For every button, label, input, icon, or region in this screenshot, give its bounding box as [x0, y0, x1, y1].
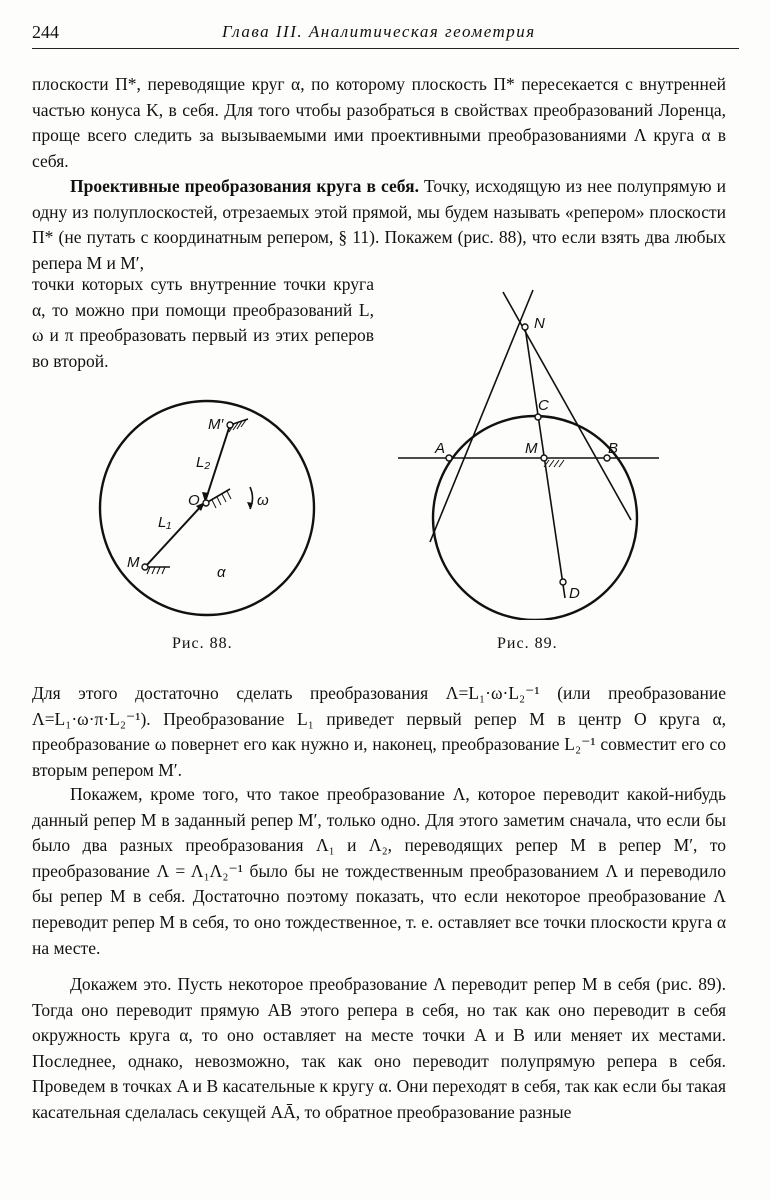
hatch-mark: [559, 460, 564, 467]
hatch-mark: [222, 494, 226, 502]
point-m: [142, 564, 148, 570]
hatch-mark: [554, 460, 559, 467]
point-d: [560, 579, 566, 585]
paragraph-4: Покажем, кроме того, что такое преобразование Λ, которое переводит какой-нибудь данный репер M в заданный репер M′, только одно. Для этого заметим сначала, что если бы было два разных преобразования Λ₁ и Λ₂, переводящих репер M в репер M′, то преобразование Λ = Λ₁Λ₂⁻¹ было бы не тождественным преобразованием Λ и переводило бы репер M в себя. Достаточно поэтому показать, что если некоторое преобразование Λ переводит репер M в себя, то оно тождественное, т. е. оставляет все точки плоскости круга α на месте.: [32, 784, 726, 958]
label-o: O: [188, 492, 200, 509]
figure-89-caption: Рис. 89.: [497, 635, 558, 652]
running-title: Глава III. Аналитическая геометрия: [222, 22, 536, 41]
label-l2: L₂: [196, 454, 211, 471]
paragraph-2: [32, 174, 726, 276]
vector-l1: [145, 503, 204, 567]
point-a: [446, 455, 452, 461]
label-a: A: [435, 440, 446, 457]
hatch-mark: [157, 567, 160, 574]
figure-88-caption: Рис. 88.: [172, 635, 233, 652]
point-o: [203, 500, 209, 506]
point-m: [541, 455, 547, 461]
label-b: B: [608, 440, 619, 457]
page-header: [32, 22, 739, 48]
label-omega: ω: [257, 492, 269, 509]
label-d: D: [569, 585, 580, 602]
label-m: M: [525, 440, 538, 457]
paragraph-1: плоскости П*, переводящие круг α, по которому плоскость П* пересекается с внутренней частью конуса K, в себя. Для того чтобы разобраться в свойствах преобразований Лоренца, проще всего следить за вызываемыми ими проективными преобразованиями Λ круга α в себя.: [32, 74, 726, 171]
hatch-mark: [217, 497, 221, 505]
page-number: 244: [32, 22, 59, 42]
label-l1: L₁: [158, 514, 172, 531]
hatch-mark: [227, 491, 231, 499]
hatch-mark: [162, 567, 165, 574]
figure-88: [90, 395, 330, 640]
paragraph-3: Для этого достаточно сделать преобразования Λ=L₁·ω·L₂⁻¹ (или преобразование Λ=L₁·ω·π·L₂⁻¹). Преобразование L₁ приведет первый репер M в центр O круга α, преобразование ω повернет его как нужно и, наконец, преобразование L₂⁻¹ совместит его со вторым репером M′.: [32, 683, 726, 780]
point-n: [522, 324, 528, 330]
label-m: M: [127, 554, 140, 571]
label-n: N: [534, 315, 545, 332]
label-c: C: [538, 397, 549, 414]
section-heading: Проективные преобразования круга в себя.: [70, 176, 419, 196]
paragraph-2-text: Точку, исходящую из нее полупрямую и одну из полуплоскостей, отрезаемых этой прямой, мы будем называть «репером» плоскости П* (не путать с координатным репером, § 11). Покажем (рис. 88), что если взять два любых репера M и M′,: [32, 176, 727, 273]
hatch-mark: [212, 500, 216, 508]
hatch-mark: [152, 567, 155, 574]
label-m-prime: M′: [208, 416, 224, 433]
figure-89: [395, 280, 665, 620]
label-alpha: α: [217, 564, 226, 581]
header-rule: [32, 48, 739, 49]
point-m-prime: [227, 422, 233, 428]
hatch-mark: [549, 460, 554, 467]
circle-alpha: [100, 401, 314, 615]
paragraph-2-continued: точки которых суть внутренние точки круга α, то можно при помощи преобразований L, ω и π преобразовать первый из этих реперов во второй.: [32, 274, 374, 371]
point-c: [535, 414, 541, 420]
tangent-a: [430, 290, 533, 542]
paragraph-5: Докажем это. Пусть некоторое преобразование Λ переводит репер M в себя (рис. 89). Тогда оно переводит прямую AB этого репера в себя, но так как оно переводит в себя окружность круга α, то оно оставляет на месте точки A и B или меняет их местами. Последнее, однако, невозможно, так как оно переводит полупрямую репера в себя. Проведем в точках A и B касательные к кругу α. Они переходят в себя, так как если бы такая касательная сделалась секущей AĀ, то обратное преобразование разные: [32, 974, 726, 1122]
